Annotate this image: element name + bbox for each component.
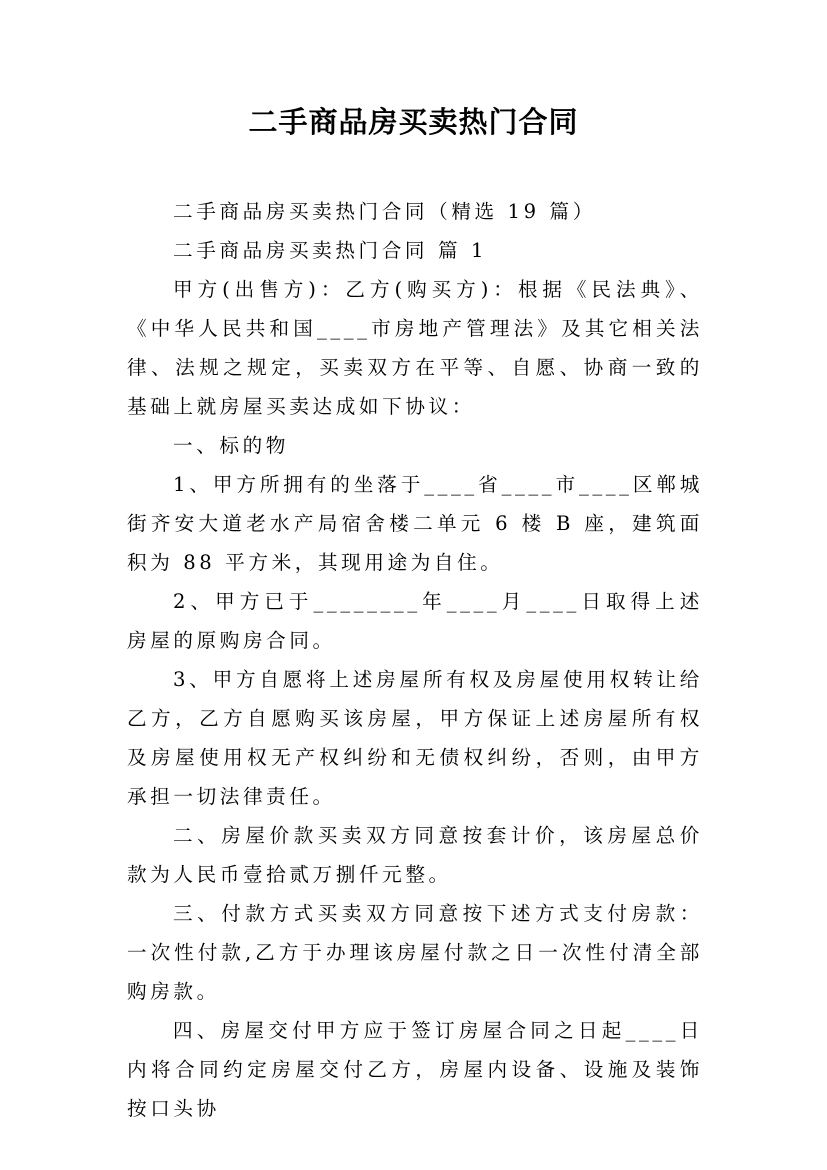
document-title: 二手商品房买卖热门合同 [248, 105, 579, 139]
paragraph-item-3: 3、甲方自愿将上述房屋所有权及房屋使用权转让给乙方，乙方自愿购买该房屋，甲方保证上述房屋所有权及房屋使用权无产权纠纷和无债权纠纷，否则，由甲方承担一切法律责任。 [127, 668, 703, 808]
paragraph-section-heading: 二手商品房买卖热门合同 篇 1 [173, 239, 488, 262]
paragraph-parties-intro: 甲方(出售方)：乙方(购买方)：根据《民法典》、《中华人民共和国____市房地产管理法》及其它相关法律、法规之规定，买卖双方在平等、自愿、协商一致的基础上就房屋买卖达成如下协议： [127, 278, 703, 418]
paragraph-item-2: 2、甲方已于________年____月____日取得上述房屋的原购房合同。 [127, 590, 703, 652]
paragraph-clause-delivery: 四、房屋交付甲方应于签订房屋合同之日起____日内将合同约定房屋交付乙方，房屋内设备、设施及装饰按口头协 [127, 1019, 703, 1120]
paragraph-item-1: 1、甲方所拥有的坐落于____省____市____区郸城街齐安大道老水产局宿舍楼二单元 6 楼 B 座，建筑面积为 88 平方米，其现用途为自住。 [127, 473, 703, 574]
paragraph-clause-subject: 一、标的物 [173, 434, 289, 457]
paragraph-clause-payment: 三、付款方式买卖双方同意按下述方式支付房款：一次性付款,乙方于办理该房屋付款之日一次性付清全部购房款。 [127, 902, 703, 1003]
paragraph-clause-price: 二、房屋价款买卖双方同意按套计价，该房屋总价款为人民币壹拾贰万捌仟元整。 [127, 824, 703, 886]
paragraph-collection-title: 二手商品房买卖热门合同（精选 19 篇） [173, 200, 596, 223]
document-body [127, 192, 703, 1128]
